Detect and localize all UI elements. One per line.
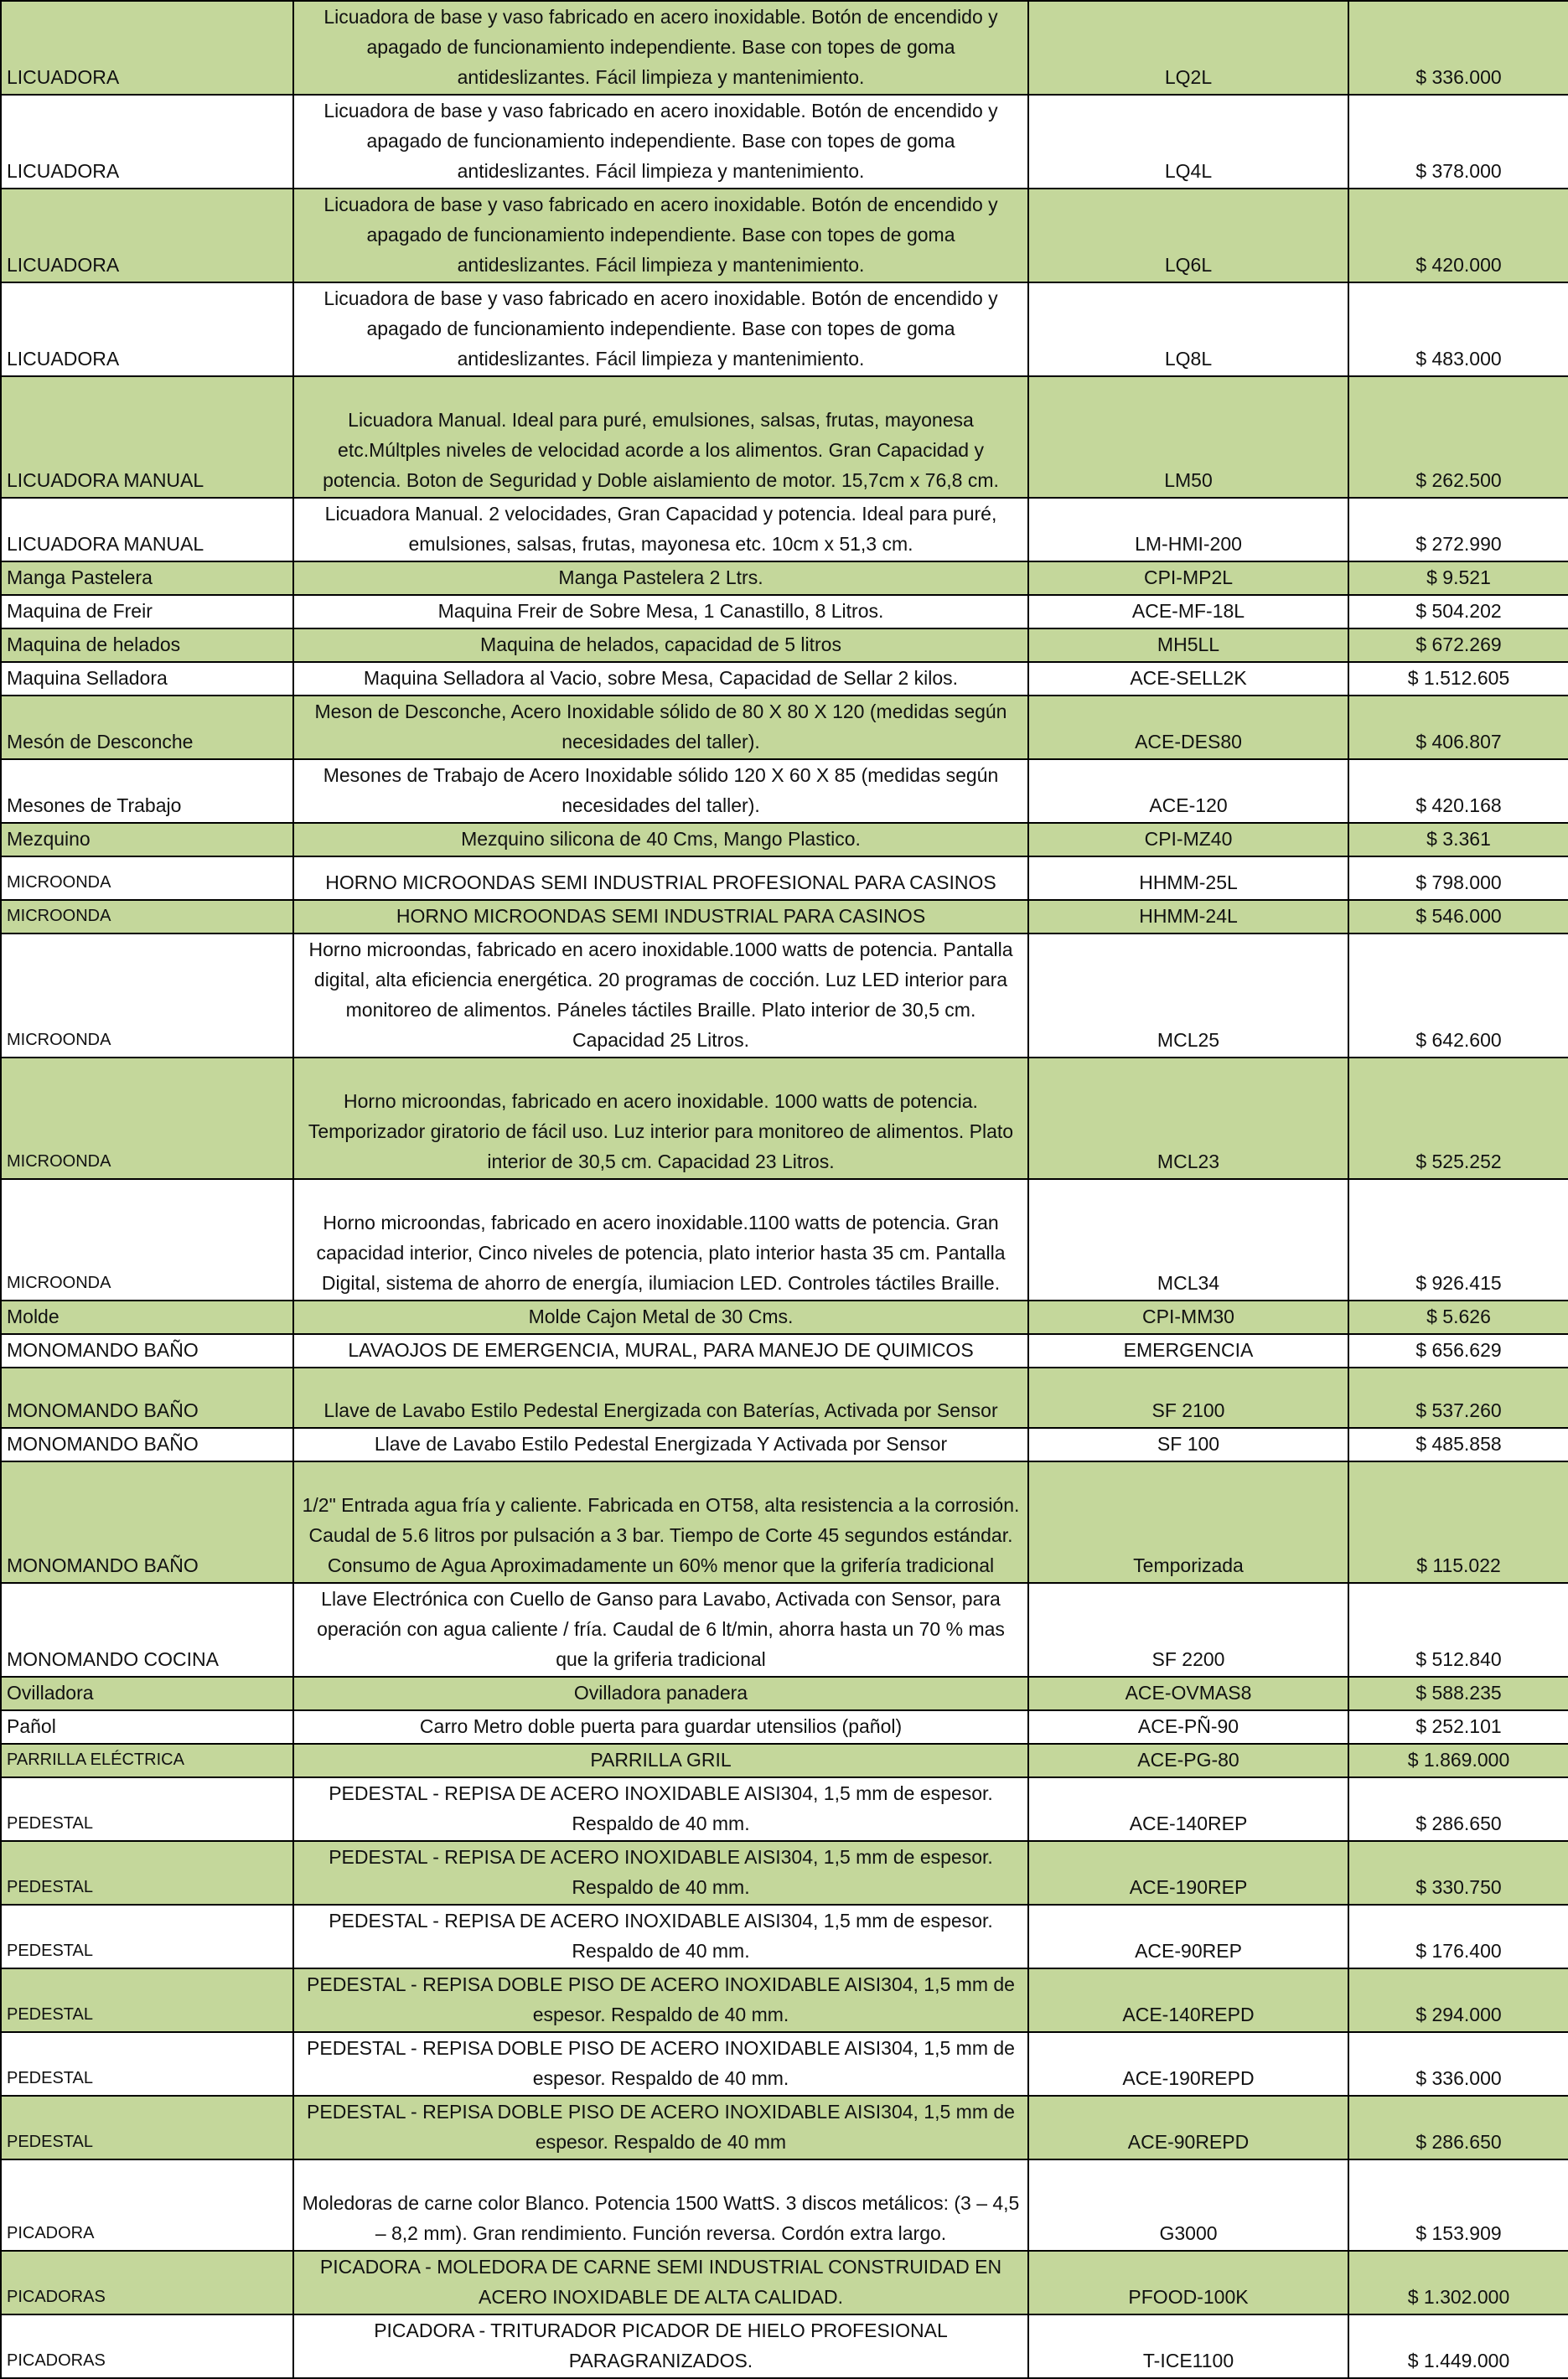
table-row <box>1 856 1568 900</box>
price-list-body <box>1 1 1568 2378</box>
description-cell: HORNO MICROONDAS SEMI INDUSTRIAL PARA CASINOS <box>293 900 1028 933</box>
table-row <box>1 498 1568 561</box>
product-name-cell: Manga Pastelera <box>1 561 293 595</box>
table-row <box>1 1583 1568 1677</box>
product-code-cell: T-ICE1100 <box>1028 2314 1348 2378</box>
description-cell: PEDESTAL - REPISA DE ACERO INOXIDABLE AISI304, 1,5 mm de espesor. Respaldo de 40 mm. <box>293 1905 1028 1968</box>
price-cell: $ 642.600 <box>1348 933 1568 1058</box>
table-row <box>1 1710 1568 1744</box>
description-cell: Maquina Freir de Sobre Mesa, 1 Canastillo, 8 Litros. <box>293 595 1028 628</box>
product-code-cell: HHMM-25L <box>1028 856 1348 900</box>
product-code-cell: LM50 <box>1028 376 1348 498</box>
price-cell: $ 1.869.000 <box>1348 1744 1568 1777</box>
price-cell: $ 336.000 <box>1348 1 1568 95</box>
description-cell: Llave Electrónica con Cuello de Ganso para Lavabo, Activada con Sensor, para operación con agua caliente / fría. Caudal de 6 lt/min, ahorra hasta un 70 % mas que la griferia tradicional <box>293 1583 1028 1677</box>
description-cell: PICADORA - MOLEDORA DE CARNE SEMI INDUSTRIAL CONSTRUIDAD EN ACERO INOXIDABLE DE ALTA CALIDAD. <box>293 2251 1028 2314</box>
price-cell: $ 588.235 <box>1348 1677 1568 1710</box>
table-row <box>1 1905 1568 1968</box>
product-code-cell: PFOOD-100K <box>1028 2251 1348 2314</box>
product-name-cell: Mezquino <box>1 823 293 856</box>
price-cell: $ 1.302.000 <box>1348 2251 1568 2314</box>
description-cell: Horno microondas, fabricado en acero inoxidable. 1000 watts de potencia. Temporizador giratorio de fácil uso. Luz interior para monitoreo de alimentos. Plato interior de 30,5 cm. Capacidad 23 Litros. <box>293 1058 1028 1179</box>
table-row <box>1 595 1568 628</box>
price-cell: $ 798.000 <box>1348 856 1568 900</box>
price-cell: $ 656.629 <box>1348 1334 1568 1368</box>
product-name-cell: PEDESTAL <box>1 1777 293 1841</box>
product-name-cell: LICUADORA <box>1 1 293 95</box>
price-cell: $ 525.252 <box>1348 1058 1568 1179</box>
price-cell: $ 512.840 <box>1348 1583 1568 1677</box>
table-row <box>1 933 1568 1058</box>
price-cell: $ 5.626 <box>1348 1301 1568 1334</box>
price-cell: $ 272.990 <box>1348 498 1568 561</box>
description-cell: Maquina de helados, capacidad de 5 litros <box>293 628 1028 662</box>
price-cell: $ 926.415 <box>1348 1179 1568 1301</box>
description-cell: Llave de Lavabo Estilo Pedestal Energizada Y Activada por Sensor <box>293 1428 1028 1461</box>
product-code-cell: LQ6L <box>1028 189 1348 282</box>
price-cell: $ 483.000 <box>1348 282 1568 376</box>
product-name-cell: PEDESTAL <box>1 1968 293 2032</box>
product-name-cell: Maquina de Freir <box>1 595 293 628</box>
description-cell: LAVAOJOS DE EMERGENCIA, MURAL, PARA MANEJO DE QUIMICOS <box>293 1334 1028 1368</box>
description-cell: Licuadora Manual. Ideal para puré, emulsiones, salsas, frutas, mayonesa etc.Múltples niveles de velocidad acorde a los alimentos. Gran Capacidad y potencia. Boton de Seguridad y Doble aislamiento de motor. 15,7cm x 76,8 cm. <box>293 376 1028 498</box>
product-name-cell: PICADORA <box>1 2159 293 2251</box>
price-cell: $ 504.202 <box>1348 595 1568 628</box>
product-name-cell: LICUADORA MANUAL <box>1 498 293 561</box>
product-name-cell: PEDESTAL <box>1 1905 293 1968</box>
description-cell: Ovilladora panadera <box>293 1677 1028 1710</box>
product-code-cell: ACE-DES80 <box>1028 696 1348 759</box>
description-cell: Licuadora de base y vaso fabricado en acero inoxidable. Botón de encendido y apagado de funcionamiento independiente. Base con topes de goma antideslizantes. Fácil limpieza y mantenimiento. <box>293 189 1028 282</box>
product-code-cell: CPI-MP2L <box>1028 561 1348 595</box>
table-row <box>1 1777 1568 1841</box>
table-row <box>1 628 1568 662</box>
description-cell: Carro Metro doble puerta para guardar utensilios (pañol) <box>293 1710 1028 1744</box>
product-name-cell: PEDESTAL <box>1 2032 293 2096</box>
price-cell: $ 1.512.605 <box>1348 662 1568 696</box>
product-name-cell: MONOMANDO BAÑO <box>1 1334 293 1368</box>
product-code-cell: LQ8L <box>1028 282 1348 376</box>
product-code-cell: MCL23 <box>1028 1058 1348 1179</box>
description-cell: PEDESTAL - REPISA DOBLE PISO DE ACERO INOXIDABLE AISI304, 1,5 mm de espesor. Respaldo de 40 mm <box>293 2096 1028 2159</box>
table-row <box>1 561 1568 595</box>
price-cell: $ 336.000 <box>1348 2032 1568 2096</box>
product-name-cell: LICUADORA <box>1 189 293 282</box>
table-row <box>1 696 1568 759</box>
product-code-cell: ACE-PG-80 <box>1028 1744 1348 1777</box>
table-row <box>1 759 1568 823</box>
product-code-cell: LM-HMI-200 <box>1028 498 1348 561</box>
product-name-cell: Molde <box>1 1301 293 1334</box>
description-cell: PEDESTAL - REPISA DE ACERO INOXIDABLE AISI304, 1,5 mm de espesor. Respaldo de 40 mm. <box>293 1841 1028 1905</box>
product-name-cell: Mesón de Desconche <box>1 696 293 759</box>
product-name-cell: Maquina de helados <box>1 628 293 662</box>
price-cell: $ 9.521 <box>1348 561 1568 595</box>
product-code-cell: ACE-PÑ-90 <box>1028 1710 1348 1744</box>
product-name-cell: PEDESTAL <box>1 2096 293 2159</box>
product-name-cell: Maquina Selladora <box>1 662 293 696</box>
product-name-cell: Ovilladora <box>1 1677 293 1710</box>
table-row <box>1 2096 1568 2159</box>
product-name-cell: PICADORAS <box>1 2314 293 2378</box>
price-cell: $ 115.022 <box>1348 1461 1568 1583</box>
description-cell: PICADORA - TRITURADOR PICADOR DE HIELO PROFESIONAL PARAGRANIZADOS. <box>293 2314 1028 2378</box>
product-name-cell: LICUADORA <box>1 95 293 189</box>
table-row <box>1 1841 1568 1905</box>
description-cell: HORNO MICROONDAS SEMI INDUSTRIAL PROFESIONAL PARA CASINOS <box>293 856 1028 900</box>
table-row <box>1 2314 1568 2378</box>
product-code-cell: CPI-MZ40 <box>1028 823 1348 856</box>
price-cell: $ 3.361 <box>1348 823 1568 856</box>
table-row <box>1 2251 1568 2314</box>
description-cell: Licuadora de base y vaso fabricado en acero inoxidable. Botón de encendido y apagado de funcionamiento independiente. Base con topes de goma antideslizantes. Fácil limpieza y mantenimiento. <box>293 1 1028 95</box>
table-row <box>1 95 1568 189</box>
product-code-cell: ACE-190REP <box>1028 1841 1348 1905</box>
price-cell: $ 420.168 <box>1348 759 1568 823</box>
description-cell: Horno microondas, fabricado en acero inoxidable.1000 watts de potencia. Pantalla digital, alta eficiencia energética. 20 programas de cocción. Luz LED interior para monitoreo de alimentos. Páneles táctiles Braille. Plato interior de 30,5 cm. Capacidad 25 Litros. <box>293 933 1028 1058</box>
product-name-cell: Mesones de Trabajo <box>1 759 293 823</box>
description-cell: PARRILLA GRIL <box>293 1744 1028 1777</box>
product-code-cell: G3000 <box>1028 2159 1348 2251</box>
description-cell: Licuadora de base y vaso fabricado en acero inoxidable. Botón de encendido y apagado de funcionamiento independiente. Base con topes de goma antideslizantes. Fácil limpieza y mantenimiento. <box>293 282 1028 376</box>
description-cell: Horno microondas, fabricado en acero inoxidable.1100 watts de potencia. Gran capacidad interior, Cinco niveles de potencia, plato interior hasta 35 cm. Pantalla Digital, sistema de ahorro de energía, ilumiacion LED. Controles táctiles Braille. <box>293 1179 1028 1301</box>
product-code-cell: ACE-MF-18L <box>1028 595 1348 628</box>
table-row <box>1 282 1568 376</box>
product-name-cell: LICUADORA MANUAL <box>1 376 293 498</box>
table-row <box>1 662 1568 696</box>
table-row <box>1 376 1568 498</box>
table-row <box>1 1368 1568 1428</box>
table-row <box>1 1968 1568 2032</box>
product-name-cell: PARRILLA ELÉCTRICA <box>1 1744 293 1777</box>
table-row <box>1 1179 1568 1301</box>
product-name-cell: MICROONDA <box>1 1179 293 1301</box>
price-cell: $ 420.000 <box>1348 189 1568 282</box>
price-cell: $ 294.000 <box>1348 1968 1568 2032</box>
product-code-cell: ACE-OVMAS8 <box>1028 1677 1348 1710</box>
product-code-cell: SF 100 <box>1028 1428 1348 1461</box>
price-cell: $ 252.101 <box>1348 1710 1568 1744</box>
product-name-cell: PEDESTAL <box>1 1841 293 1905</box>
description-cell: Moledoras de carne color Blanco. Potencia 1500 WattS. 3 discos metálicos: (3 – 4,5 – 8,2 mm). Gran rendimiento. Función reversa. Cordón extra largo. <box>293 2159 1028 2251</box>
price-cell: $ 485.858 <box>1348 1428 1568 1461</box>
table-row <box>1 1334 1568 1368</box>
product-code-cell: Temporizada <box>1028 1461 1348 1583</box>
product-name-cell: MONOMANDO COCINA <box>1 1583 293 1677</box>
price-cell: $ 406.807 <box>1348 696 1568 759</box>
price-cell: $ 286.650 <box>1348 2096 1568 2159</box>
price-cell: $ 176.400 <box>1348 1905 1568 1968</box>
product-name-cell: PICADORAS <box>1 2251 293 2314</box>
table-row <box>1 2159 1568 2251</box>
description-cell: Maquina Selladora al Vacio, sobre Mesa, Capacidad de Sellar 2 kilos. <box>293 662 1028 696</box>
product-code-cell: SF 2200 <box>1028 1583 1348 1677</box>
product-code-cell: ACE-190REPD <box>1028 2032 1348 2096</box>
description-cell: PEDESTAL - REPISA DOBLE PISO DE ACERO INOXIDABLE AISI304, 1,5 mm de espesor. Respaldo de 40 mm. <box>293 2032 1028 2096</box>
product-code-cell: MCL25 <box>1028 933 1348 1058</box>
product-name-cell: MICROONDA <box>1 1058 293 1179</box>
product-code-cell: CPI-MM30 <box>1028 1301 1348 1334</box>
price-cell: $ 153.909 <box>1348 2159 1568 2251</box>
product-code-cell: MH5LL <box>1028 628 1348 662</box>
description-cell: 1/2" Entrada agua fría y caliente. Fabricada en OT58, alta resistencia a la corrosión. Caudal de 5.6 litros por pulsación a 3 bar. Tiempo de Corte 45 segundos estándar. Consumo de Agua Aproximadamente un 60% menor que la grifería tradicional <box>293 1461 1028 1583</box>
table-row <box>1 1428 1568 1461</box>
description-cell: Mezquino silicona de 40 Cms, Mango Plastico. <box>293 823 1028 856</box>
product-code-cell: EMERGENCIA <box>1028 1334 1348 1368</box>
table-row <box>1 2032 1568 2096</box>
price-cell: $ 672.269 <box>1348 628 1568 662</box>
table-row <box>1 1461 1568 1583</box>
table-row <box>1 1744 1568 1777</box>
product-code-cell: ACE-SELL2K <box>1028 662 1348 696</box>
price-cell: $ 330.750 <box>1348 1841 1568 1905</box>
product-code-cell: ACE-140REP <box>1028 1777 1348 1841</box>
description-cell: Licuadora Manual. 2 velocidades, Gran Capacidad y potencia. Ideal para puré, emulsiones, salsas, frutas, mayonesa etc. 10cm x 51,3 cm. <box>293 498 1028 561</box>
table-row <box>1 1 1568 95</box>
table-row <box>1 900 1568 933</box>
product-name-cell: MICROONDA <box>1 856 293 900</box>
description-cell: PEDESTAL - REPISA DE ACERO INOXIDABLE AISI304, 1,5 mm de espesor. Respaldo de 40 mm. <box>293 1777 1028 1841</box>
product-code-cell: LQ4L <box>1028 95 1348 189</box>
description-cell: Molde Cajon Metal de 30 Cms. <box>293 1301 1028 1334</box>
description-cell: Mesones de Trabajo de Acero Inoxidable sólido 120 X 60 X 85 (medidas según necesidades del taller). <box>293 759 1028 823</box>
description-cell: PEDESTAL - REPISA DOBLE PISO DE ACERO INOXIDABLE AISI304, 1,5 mm de espesor. Respaldo de 40 mm. <box>293 1968 1028 2032</box>
table-row <box>1 189 1568 282</box>
table-row <box>1 1058 1568 1179</box>
product-name-cell: MICROONDA <box>1 933 293 1058</box>
product-name-cell: MONOMANDO BAÑO <box>1 1461 293 1583</box>
table-row <box>1 823 1568 856</box>
product-code-cell: ACE-120 <box>1028 759 1348 823</box>
description-cell: Meson de Desconche, Acero Inoxidable sólido de 80 X 80 X 120 (medidas según necesidades del taller). <box>293 696 1028 759</box>
price-cell: $ 546.000 <box>1348 900 1568 933</box>
product-code-cell: HHMM-24L <box>1028 900 1348 933</box>
product-name-cell: MONOMANDO BAÑO <box>1 1428 293 1461</box>
product-name-cell: LICUADORA <box>1 282 293 376</box>
product-code-cell: ACE-140REPD <box>1028 1968 1348 2032</box>
price-cell: $ 286.650 <box>1348 1777 1568 1841</box>
product-code-cell: ACE-90REP <box>1028 1905 1348 1968</box>
price-cell: $ 537.260 <box>1348 1368 1568 1428</box>
product-name-cell: MONOMANDO BAÑO <box>1 1368 293 1428</box>
price-cell: $ 378.000 <box>1348 95 1568 189</box>
table-row <box>1 1301 1568 1334</box>
description-cell: Manga Pastelera 2 Ltrs. <box>293 561 1028 595</box>
product-code-cell: ACE-90REPD <box>1028 2096 1348 2159</box>
product-code-cell: SF 2100 <box>1028 1368 1348 1428</box>
price-cell: $ 262.500 <box>1348 376 1568 498</box>
product-code-cell: LQ2L <box>1028 1 1348 95</box>
product-code-cell: MCL34 <box>1028 1179 1348 1301</box>
product-name-cell: MICROONDA <box>1 900 293 933</box>
description-cell: Llave de Lavabo Estilo Pedestal Energizada con Baterías, Activada por Sensor <box>293 1368 1028 1428</box>
description-cell: Licuadora de base y vaso fabricado en acero inoxidable. Botón de encendido y apagado de funcionamiento independiente. Base con topes de goma antideslizantes. Fácil limpieza y mantenimiento. <box>293 95 1028 189</box>
product-name-cell: Pañol <box>1 1710 293 1744</box>
price-cell: $ 1.449.000 <box>1348 2314 1568 2378</box>
table-row <box>1 1677 1568 1710</box>
